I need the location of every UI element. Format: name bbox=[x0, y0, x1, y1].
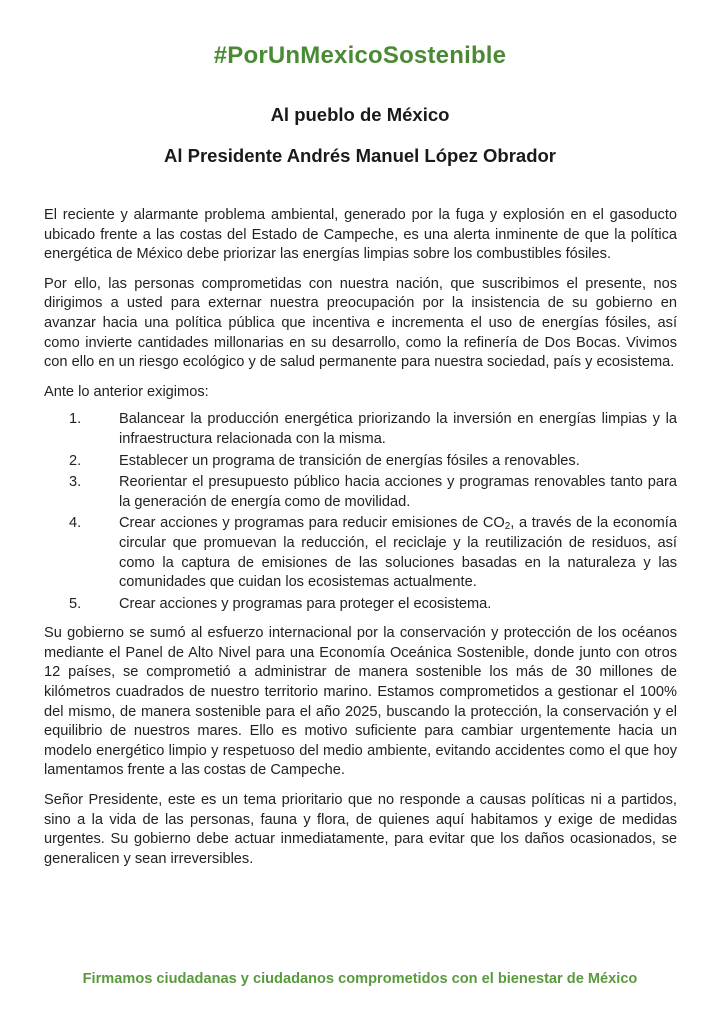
list-item bbox=[44, 595, 677, 615]
list-text-before: Crear acciones y programas para reducir emisiones de CO bbox=[119, 515, 505, 532]
letter-body bbox=[44, 206, 677, 879]
list-text: Crear acciones y programas para proteger el ecosistema. bbox=[119, 595, 492, 612]
demands-list bbox=[44, 410, 677, 614]
addressee-people: Al pueblo de México bbox=[270, 104, 450, 125]
list-number: 1. bbox=[69, 411, 82, 428]
demands-intro: Ante lo anterior exigimos: bbox=[44, 383, 209, 400]
list-number: 4. bbox=[69, 515, 82, 532]
list-item bbox=[44, 514, 677, 592]
list-number: 2. bbox=[69, 452, 82, 469]
closing-signature-line: Firmamos ciudadanas y ciudadanos comprometidos con el bienestar de México bbox=[82, 971, 638, 987]
addressee-president: Al Presidente Andrés Manuel López Obrador bbox=[164, 145, 556, 166]
paragraph: El reciente y alarmante problema ambiental, generado por la fuga y explosión en el gasoducto ubicado frente a las costas del Estado de Campeche, es una alerta inminente de que la política energética de México debe priorizar las energías limpias sobre los combustibles fósiles. bbox=[44, 207, 677, 263]
list-text: Establecer un programa de transición de energías fósiles a renovables. bbox=[119, 452, 580, 469]
list-text: Reorientar el presupuesto público hacia acciones y programas renovables tanto para la generación de energía como de movilidad. bbox=[119, 474, 677, 510]
list-item bbox=[44, 410, 677, 449]
list-item bbox=[44, 452, 677, 472]
paragraph: Por ello, las personas comprometidas con nuestra nación, que suscribimos el presente, nos dirigimos a usted para externar nuestra preocupación por la insistencia de su gobierno en avanzar hacia una política pública que incentiva e incrementa el uso de energías fósiles, así como invierte cantidades millonarias en su desarrollo, como la refinería de Dos Bocas. Vivimos con ello en un riesgo ecológico y de salud permanente para nuestra sociedad, país y ecosistema. bbox=[44, 275, 677, 371]
paragraph: Señor Presidente, este es un tema prioritario que no responde a causas políticas ni a partidos, sino a la vida de las personas, fauna y flora, de quienes aquí habitamos y exige de medidas urgentes. Su gobierno debe actuar inmediatamente, para evitar que los daños ocasionados, se generalicen y sean irreversibles. bbox=[44, 792, 677, 867]
list-item bbox=[44, 473, 677, 512]
list-number: 5. bbox=[69, 595, 82, 612]
paragraph: Su gobierno se sumó al esfuerzo internacional por la conservación y protección de los océanos mediante el Panel de Alto Nivel para una Economía Oceánica Sostenible, donde junto con otros 12 países, se comprometió a administrar de manera sostenible los más de 30 millones de kilómetros cuadrados de nuestro territorio marino. Estamos comprometidos a gestionar el 100% del mismo, de manera sostenible para el año 2025, buscando la protección, la conservación y el equilibrio de nuestros mares. Ello es motivo suficiente para cambiar urgentemente hacia un modelo energético limpio y respetuoso del medio ambiente, evitando accidentes como el que hoy lamentamos frente a las costas de Campeche. bbox=[44, 625, 677, 779]
hashtag-title: #PorUnMexicoSostenible bbox=[213, 42, 507, 69]
list-number: 3. bbox=[69, 474, 82, 491]
list-text: Balancear la producción energética priorizando la inversión en energías limpias y la infraestructura relacionada con la misma. bbox=[119, 411, 677, 447]
list-text-after: , a través de la economía circular que promuevan la reducción, el reciclaje y la reutilización de residuos, así como la captura de emisiones de las soluciones basadas en la naturaleza y las comunidades que cuidan los ecosistemas actualmente. bbox=[119, 515, 677, 591]
co2-subscript: 2 bbox=[504, 521, 511, 533]
